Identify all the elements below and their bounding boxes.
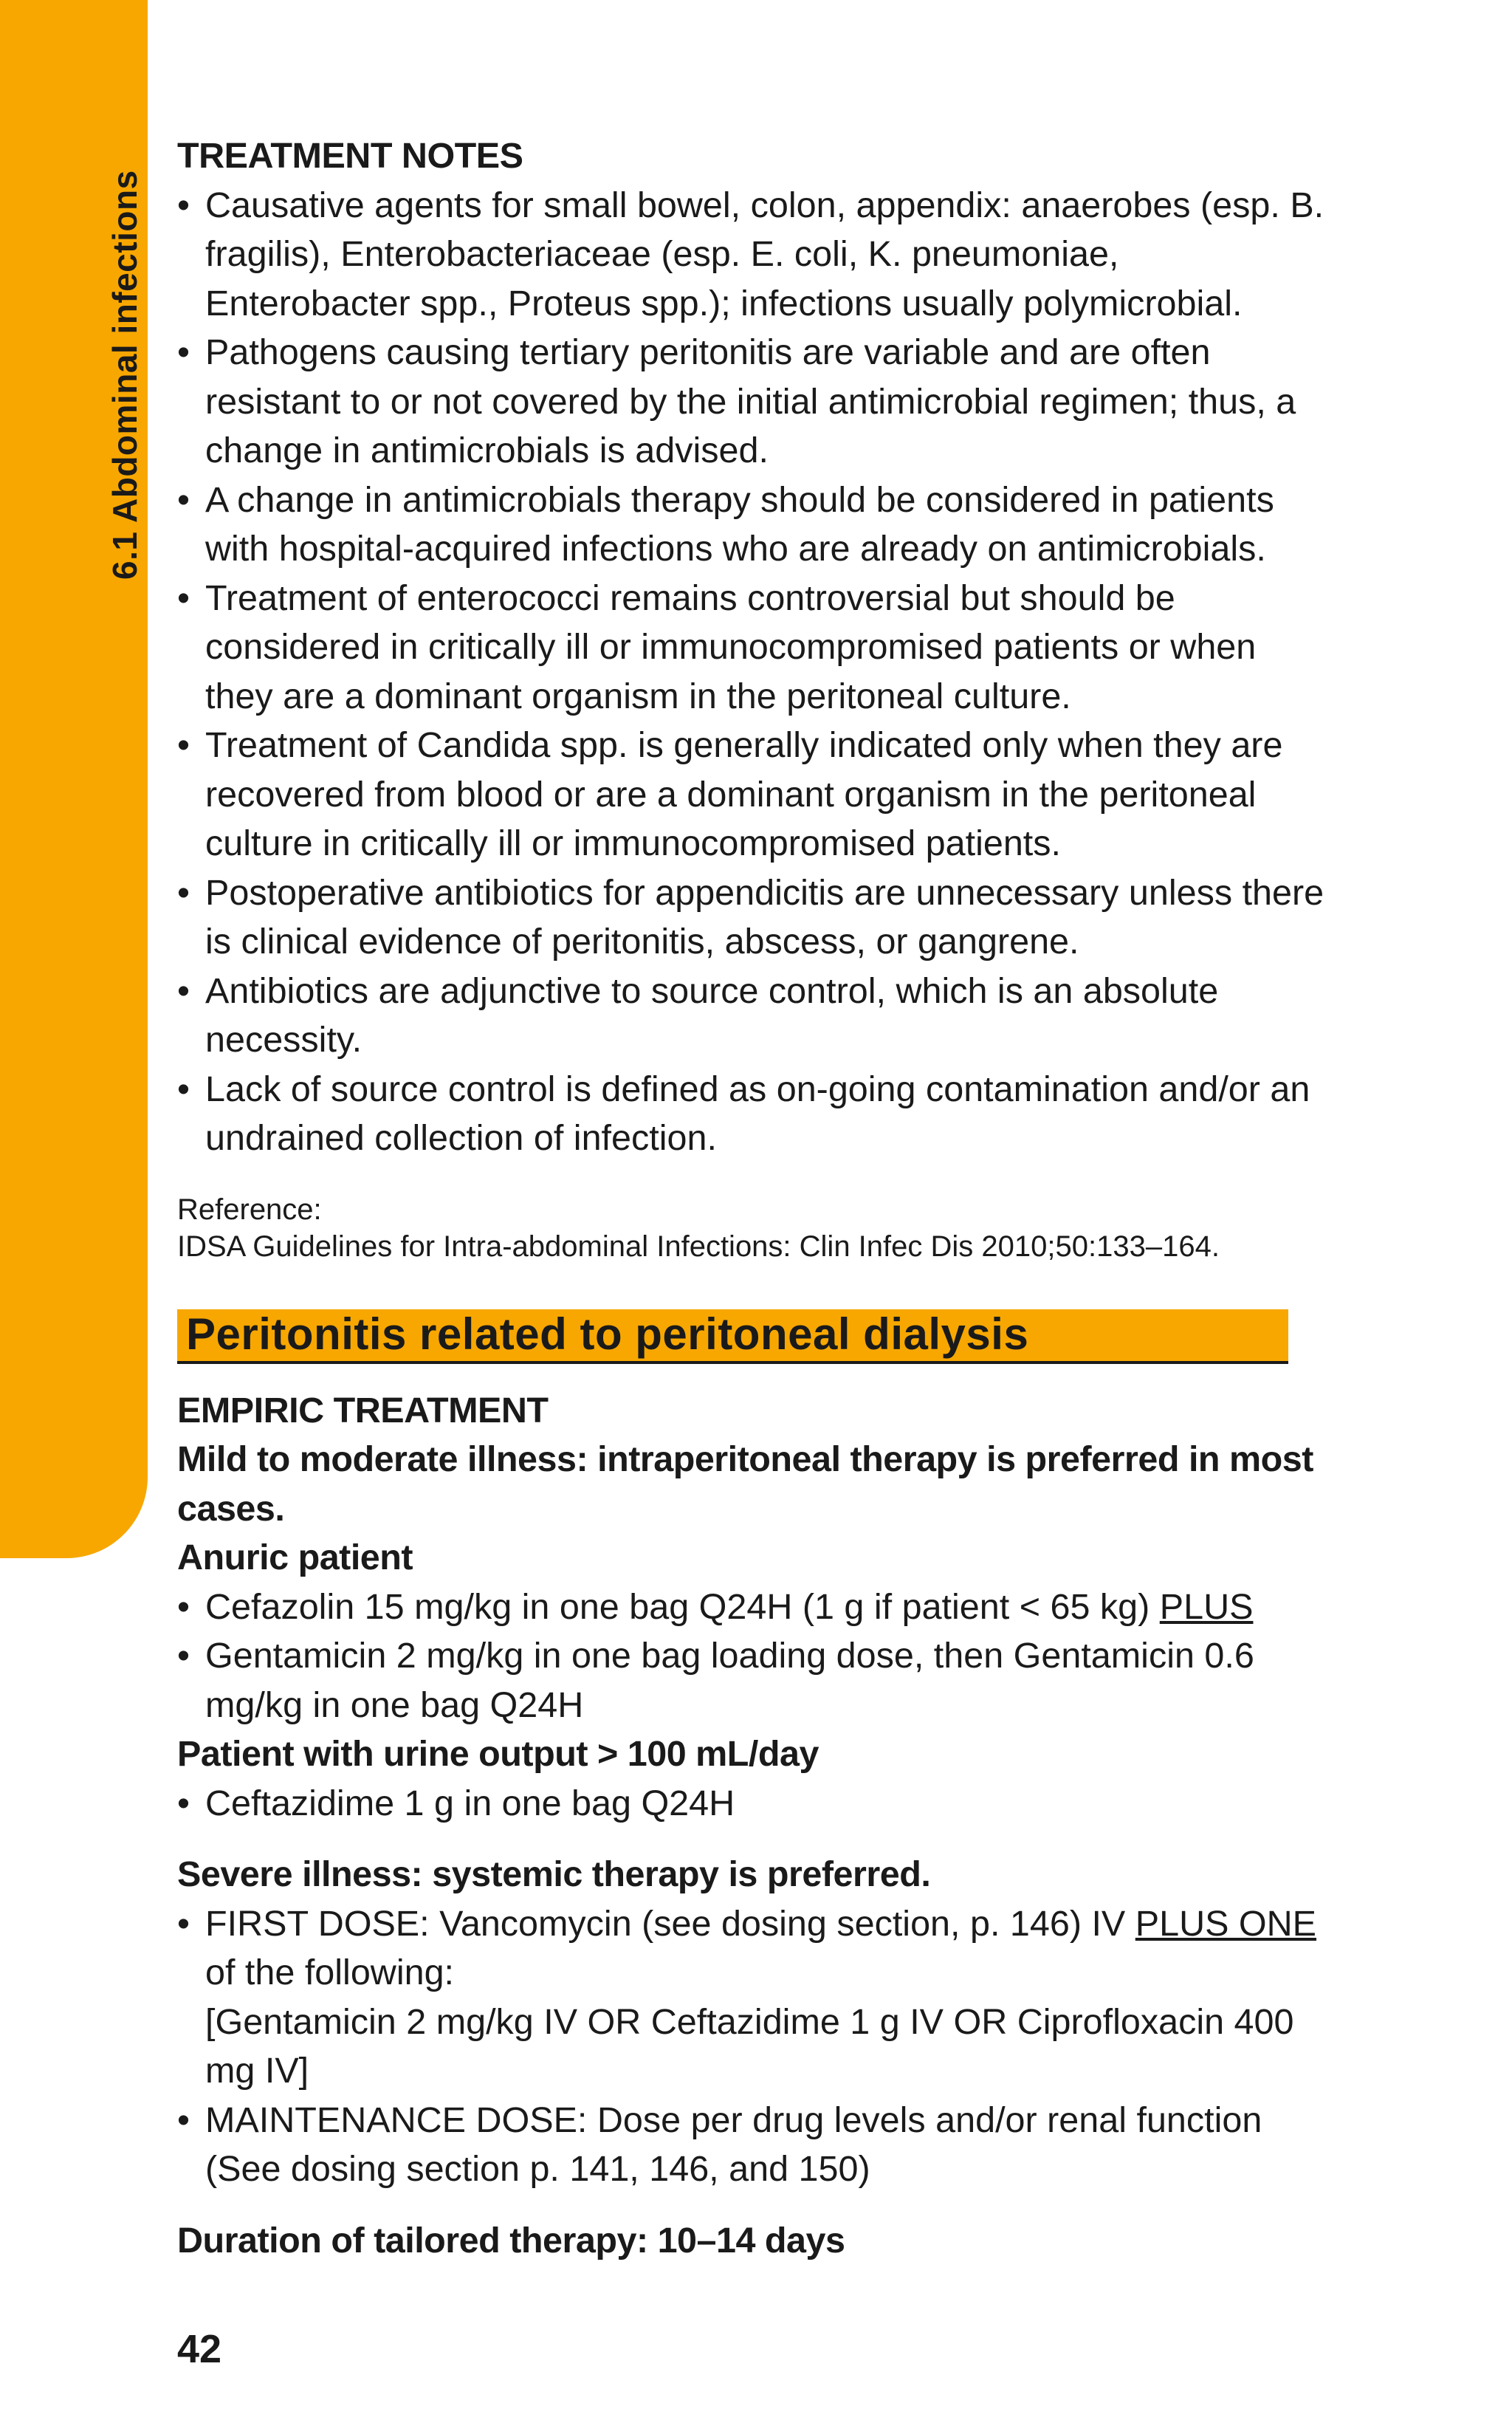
list-item <box>177 1583 1329 1632</box>
anuric-list <box>177 1583 1329 1730</box>
page-content <box>177 131 1329 2265</box>
urine-output-heading: Patient with urine output > 100 mL/day <box>177 1734 819 1774</box>
urine-output-list <box>177 1779 1329 1828</box>
list-item: • Treatment of Candida spp. is generally indicated only when they are recovered from blood or are a dominant organism in the peritoneal culture in critically ill or immunocompromised patients. <box>177 721 1329 868</box>
spacer <box>177 1828 1329 1850</box>
plus-one-connector: PLUS ONE <box>1135 1903 1317 1944</box>
severe-illness-heading: Severe illness: systemic therapy is preferred. <box>177 1854 931 1894</box>
page-number: 42 <box>177 2327 222 2371</box>
list-item <box>177 1899 1329 2096</box>
chapter-side-label: 6.1 Abdominal infections <box>106 170 144 580</box>
empiric-treatment-block <box>177 1386 1329 2266</box>
list-item: • Pathogens causing tertiary peritonitis are variable and are often resistant to or not covered by the initial antimicrobial regimen; thus, a change in antimicrobials is advised. <box>177 328 1329 476</box>
list-item: • Causative agents for small bowel, colon, appendix: anaerobes (esp. B. fragilis), Enterobacteriaceae (esp. E. coli, K. pneumoniae, Enterobacter spp., Proteus spp.); infections usually polymicrobial. <box>177 181 1329 329</box>
plus-connector: PLUS <box>1159 1586 1254 1627</box>
first-dose-suffix: of the following: <box>205 1953 455 1992</box>
list-item: • Treatment of enterococci remains controversial but should be considered in critically ill or immunocompromised patients or when they are a dominant organism in the peritoneal culture. <box>177 574 1329 721</box>
severe-illness-list <box>177 1899 1329 2194</box>
mild-illness-heading: Mild to moderate illness: intraperitoneal therapy is preferred in most cases. <box>177 1439 1313 1529</box>
first-dose-text: FIRST DOSE: Vancomycin (see dosing section, p. 146) IV <box>205 1903 1135 1944</box>
treatment-notes-list <box>177 181 1329 1163</box>
list-item: • A change in antimicrobials therapy should be considered in patients with hospital-acquired infections who are already on antimicrobials. <box>177 476 1329 574</box>
anuric-heading: Anuric patient <box>177 1538 413 1577</box>
chapter-side-tab <box>0 0 148 1558</box>
section-title: Peritonitis related to peritoneal dialysis <box>186 1309 1029 1360</box>
list-item: • Postoperative antibiotics for appendicitis are unnecessary unless there is clinical evidence of peritonitis, abscess, or gangrene. <box>177 868 1329 967</box>
section-title-bar <box>177 1309 1288 1364</box>
list-item: • Antibiotics are adjunctive to source control, which is an absolute necessity. <box>177 967 1329 1065</box>
list-item: • Ceftazidime 1 g in one bag Q24H <box>177 1779 1329 1828</box>
list-item: • MAINTENANCE DOSE: Dose per drug levels and/or renal function (See dosing section p. 141, 146, and 150) <box>177 2096 1329 2194</box>
duration-heading: Duration of tailored therapy: 10–14 days <box>177 2220 845 2260</box>
spacer <box>177 2194 1329 2216</box>
first-dose-options: [Gentamicin 2 mg/kg IV OR Ceftazidime 1 g IV OR Ciprofloxacin 400 mg IV] <box>205 2001 1294 2091</box>
treatment-notes-heading: TREATMENT NOTES <box>177 136 523 176</box>
list-item: • Gentamicin 2 mg/kg in one bag loading dose, then Gentamicin 0.6 mg/kg in one bag Q24H <box>177 1631 1329 1730</box>
empiric-heading: EMPIRIC TREATMENT <box>177 1390 549 1430</box>
reference-label: Reference: <box>177 1193 322 1226</box>
reference-text: IDSA Guidelines for Intra-abdominal Infections: Clin Infec Dis 2010;50:133–164. <box>177 1230 1220 1263</box>
cefazolin-text: Cefazolin 15 mg/kg in one bag Q24H (1 g if patient < 65 kg) <box>205 1586 1160 1627</box>
list-item: • Lack of source control is defined as on-going contamination and/or an undrained collection of infection. <box>177 1065 1329 1163</box>
reference-block <box>177 1191 1329 1265</box>
